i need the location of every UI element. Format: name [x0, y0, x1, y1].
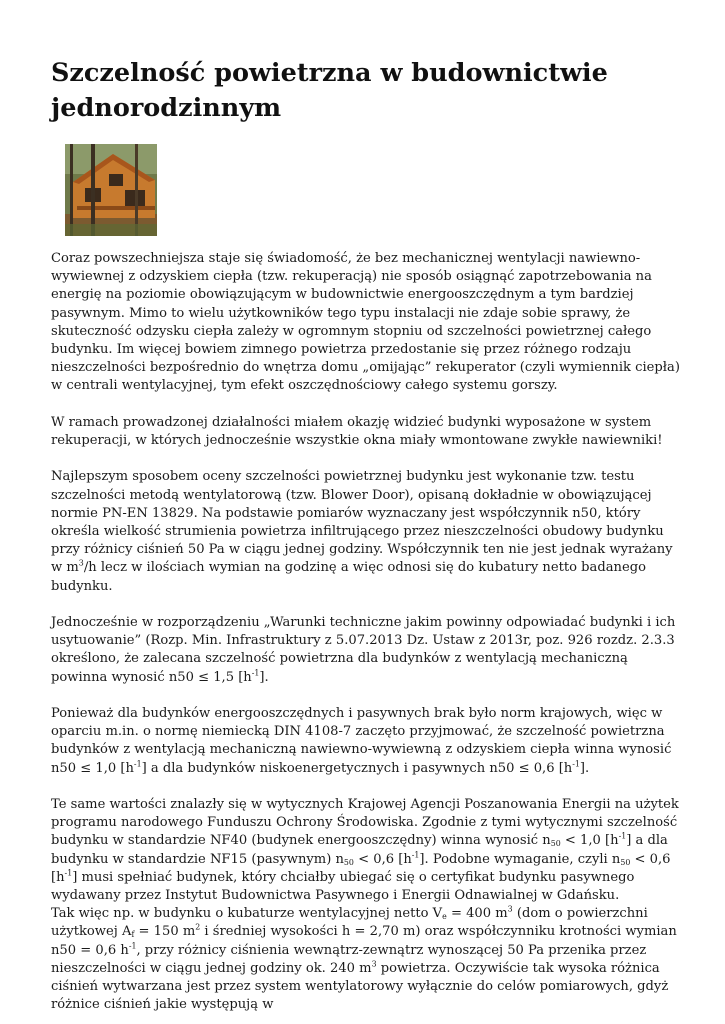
paragraph-3 [51, 468, 681, 595]
house-image [65, 144, 157, 236]
article-body [51, 250, 681, 1014]
house-photo [65, 144, 157, 236]
text-segment: < 0,6 [h [51, 851, 671, 885]
subscript: e [442, 912, 447, 922]
superscript: 3 [371, 959, 377, 969]
subscript: f [131, 930, 135, 940]
text-segment: ]. [259, 669, 269, 685]
superscript: 2 [195, 922, 201, 932]
paragraph-5 [51, 705, 681, 778]
text-segment: , przy różnicy ciśnienia wewnątrz-zewnątrz wynoszącej 50 Pa przenika przez nieszczelności w ciągu jednej godziny ok. 240 m [51, 942, 647, 976]
text-segment: ]. [579, 760, 590, 776]
superscript: -1 [411, 850, 420, 860]
text-segment: Jednocześnie w rozporządzeniu „Warunki techniczne jakim powinny odpowiadać budynki i ich usytuowanie” (Rozp. Min. Infrastruktury z 5.07.2013 Dz. Ustaw z 2013r, poz. 926 rozdz. 2.3.3 określono, że zalecana szczelność powietrzna dla budynków z wentylacją mechaniczną powinna wynosić n50 ≤ 1,5 [h [51, 615, 676, 685]
text-segment: Tak więc np. w budynku o kubaturze wentylacyjnej netto V [51, 906, 443, 922]
text-segment: = 400 m [446, 906, 508, 922]
text-segment: ]. Podobne wymaganie, czyli n [419, 851, 621, 867]
text-segment: (dom o powierzchni użytkowej A [51, 906, 648, 940]
text-segment: < 1,0 [h [560, 833, 619, 849]
superscript: -1 [618, 831, 627, 841]
paragraph-text: Coraz powszechniejsza staje się świadomość, że bez mechanicznej wentylacji nawiewno-wywiewnej z odzyskiem ciepła (tzw. rekuperacją) nie sposób osiągnąć zapotrzebowania na energię na poziomie obowiązującym w budownictwie energooszczędnym a tym bardziej pasywnym. Mimo to wielu użytkowników tego typu instalacji nie zdaje sobie sprawy, że skuteczność odzysku ciepła zależy w ogromnym stopniu od szczelności powietrznej całego budynku. Im więcej bowiem zimnego powietrza przedostanie się przez różnego rodzaju nieszczelności bezpośrednio do wnętrza domu „omijając” rekuperator (czyli wymiennik ciepła) w centrali wentylacyjnej, tym efekt oszczędnościowy całego systemu gorszy. [51, 251, 680, 394]
paragraph-7 [51, 905, 681, 1014]
subscript: 50 [343, 857, 354, 867]
paragraph-4 [51, 614, 681, 687]
text-segment: Najlepszym sposobem oceny szczelności powietrznej budynku jest wykonanie tzw. testu szczelności metodą wentylatorową (tzw. Blower Door), opisaną dokładnie w obowiązującej normie PN-EN 13829. Na podstawie pomiarów wyznaczany jest współczynnik n50, który określa wielkość strumienia powietrza infiltrującego przez nieszczelności obudowy budynku przy różnicy ciśnień 50 Pa w ciągu jednej godziny. Współczynnik ten nie jest jednak wyrażany w m [51, 469, 673, 576]
subscript: 50 [550, 839, 561, 849]
paragraph-2 [51, 414, 681, 450]
paragraph-1 [51, 250, 681, 396]
superscript: -1 [128, 941, 137, 951]
text-segment: /h lecz w ilościach wymian na godzinę a więc odnosi się do kubatury netto badanego budynku. [51, 560, 646, 594]
text-segment: = 150 m [134, 924, 196, 940]
text-segment: ] a dla budynku w standardzie NF15 (pasywnym) n [51, 833, 668, 867]
subscript: 50 [620, 857, 631, 867]
paragraph-6 [51, 796, 681, 905]
text-segment: Ponieważ dla budynków energooszczędnych i pasywnych brak było norm krajowych, więc w oparciu m.in. o normę niemiecką DIN 4108-7 zaczęto przyjmować, że szczelność powietrzna budynków z wentylacją mechaniczną nawiewno-wywiewną z odzyskiem ciepła winna wynosić n50 ≤ 1,0 [h [51, 706, 672, 776]
paragraph-text: W ramach prowadzonej działalności miałem okazję widzieć budynki wyposażone w system rekuperacji, w których jednocześnie wszystkie okna miały wmontowane zwykłe nawiewniki! [51, 414, 663, 449]
text-segment: powietrza. Oczywiście tak wysoka różnica ciśnień wytwarzana jest przez system wentylatorowy wyłącznie do celów pomiarowych, gdyż różnice ciśnień jakie występują w [51, 960, 669, 1013]
text-segment: i średniej wysokości h = 2,70 m) oraz współczynniku krotności wymian n50 = 0,6 h [51, 924, 677, 958]
text-segment: Te same wartości znalazły się w wytycznych Krajowej Agencji Poszanowania Energii na użytek programu narodowego Funduszu Ochrony Środowiska. Zgodnie z tymi wytycznymi szczelność budynku w standardzie NF40 (budynek energooszczędny) winna wynosić n [51, 797, 679, 849]
text-segment: < 0,6 [h [353, 851, 412, 867]
superscript: -1 [572, 759, 580, 769]
article-title: Szczelność powietrzna w budownictwie jednorodzinnym [51, 58, 608, 123]
superscript: 3 [78, 558, 84, 568]
text-segment: ] a dla budynków niskoenergetycznych i pasywnych n50 ≤ 0,6 [h [141, 760, 573, 776]
superscript: 3 [507, 904, 513, 914]
superscript: -1 [251, 668, 260, 678]
superscript: -1 [133, 759, 142, 769]
text-segment: ] musi spełniać budynek, który chciałby ubiegać się o certyfikat budynku pasywnego wydawany przez Instytut Budownictwa Pasywnego i Energii Odnawialnej w Gdańsku. [51, 869, 635, 904]
superscript: -1 [64, 868, 73, 878]
